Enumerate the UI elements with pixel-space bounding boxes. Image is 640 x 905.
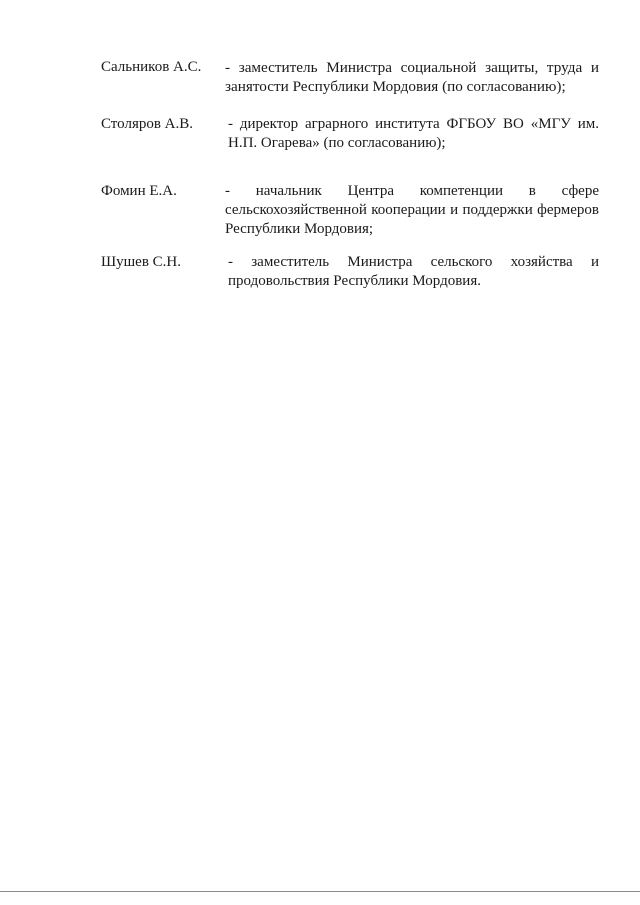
member-name: Фомин Е.А. [101, 183, 177, 199]
member-name: Сальников А.С. [101, 59, 202, 75]
page-bottom-divider [0, 891, 640, 892]
member-role: - начальник Центра компетенции в сфере сельскохозяйственной кооперации и поддержки фермеров Республики Мордовия; [225, 183, 599, 237]
member-role: - заместитель Министра сельского хозяйства и продовольствия Республики Мордовия. [228, 254, 599, 289]
member-name: Столяров А.В. [101, 116, 194, 132]
member-name: Шушев С.Н. [101, 254, 182, 270]
member-role: - директор аграрного института ФГБОУ ВО «МГУ им. Н.П. Огарева» (по согласованию); [228, 116, 599, 151]
member-role: - заместитель Министра социальной защиты, труда и занятости Республики Мордовия (по согласованию); [225, 59, 599, 95]
